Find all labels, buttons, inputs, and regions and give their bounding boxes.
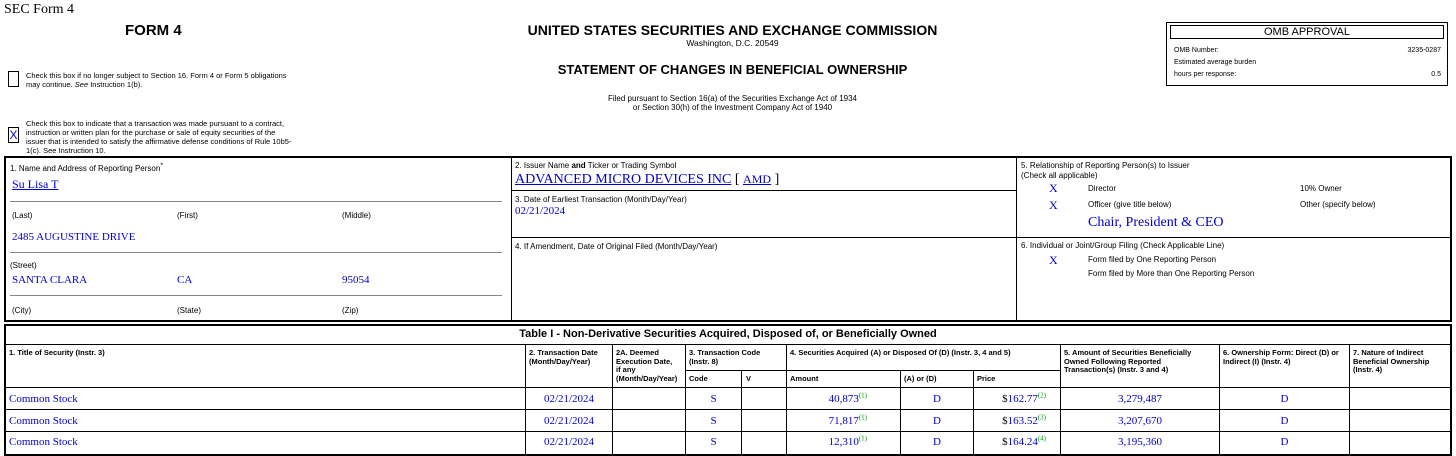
- row1-amount-footnote: (1): [858, 391, 867, 400]
- section16-line-2-pre: may continue.: [26, 80, 75, 89]
- filed-line-1: Filed pursuant to Section 16(a) of the Securities Exchange Act of 1934: [607, 94, 858, 103]
- ticker-link[interactable]: AMD: [743, 172, 772, 186]
- row2-ad: D: [933, 415, 941, 427]
- ten-percent-owner-label: 10% Owner: [1300, 184, 1342, 193]
- rule-line-3: issuer that is intended to satisfy the affirmative defense conditions of Rule 10b5-: [26, 137, 292, 146]
- divider-5: [1017, 237, 1450, 238]
- col5-header-line-3: Transaction(s) (Instr. 3 and 4): [1064, 365, 1169, 374]
- row1-owned: 3,279,487: [1118, 393, 1162, 405]
- rule-line-4: 1(c). See Instruction 10.: [26, 146, 106, 155]
- row2-form: D: [1280, 415, 1289, 427]
- col3-header-line-2: (Instr. 8): [689, 356, 719, 366]
- row2-price-footnote: (3): [1037, 413, 1046, 422]
- col2-header-line-2: (Month/Day/Year): [529, 356, 591, 366]
- omb-approval-box: [1166, 22, 1448, 86]
- omb-burden-label-1: Estimated average burden: [1174, 59, 1257, 66]
- row3-price-dollar: $: [1002, 436, 1008, 448]
- row3-amount: [787, 435, 867, 449]
- row1-price: [974, 392, 1046, 406]
- row3-price: [974, 435, 1046, 449]
- divider-4: [512, 237, 1016, 238]
- officer-mark: X: [1049, 198, 1058, 212]
- issuer-line: [515, 171, 779, 188]
- sec-form-label: SEC Form 4: [4, 2, 75, 17]
- reporting-person-name-link[interactable]: Su Lisa T: [12, 177, 59, 191]
- section16-text: [26, 71, 287, 89]
- omb-number-label: OMB Number:: [1174, 47, 1219, 54]
- rule-line-2: instruction or written plan for the purchase or sale of equity securities of the: [26, 128, 276, 137]
- col-line-2: [612, 345, 613, 455]
- col3-header-line-1: 3. Transaction Code: [689, 348, 761, 357]
- row2-code: S: [710, 415, 717, 427]
- ticker-bracket-open: [: [734, 172, 740, 187]
- section16-line-2-post: Instruction 1(b).: [88, 80, 143, 89]
- box2-label: [515, 161, 676, 171]
- row3-title: Common Stock: [9, 436, 78, 448]
- col7-header-line-2: Beneficial Ownership: [1353, 356, 1430, 366]
- box6-label: 6. Individual or Joint/Group Filing (Check Applicable Line): [1021, 241, 1225, 250]
- divider-3: [512, 190, 1016, 191]
- city-value: SANTA CLARA: [12, 274, 88, 286]
- street-label: (Street): [10, 261, 37, 270]
- row2-price-value: 163.52: [1007, 415, 1038, 427]
- col2-header-line-1: 2. Transaction Date: [529, 348, 598, 357]
- col2a-header-line-2: Execution Date,: [616, 356, 673, 366]
- row2-title: Common Stock: [9, 415, 78, 427]
- row2-amount-footnote: (1): [858, 413, 867, 422]
- director-mark: X: [1049, 181, 1058, 195]
- col7-header-line-1: 7. Nature of Indirect: [1353, 348, 1424, 357]
- section16-line-2: [26, 80, 287, 89]
- row1-price-footnote: (2): [1037, 391, 1046, 400]
- row1-code: S: [710, 393, 717, 405]
- col2a-header-line-3: if any: [616, 365, 636, 374]
- row3-ad: D: [933, 436, 941, 448]
- one-reporting-mark: X: [1049, 253, 1058, 267]
- col5-header-line-2: Owned Following Reported: [1064, 356, 1162, 366]
- city-line: [10, 295, 502, 296]
- city-label: (City): [12, 306, 32, 315]
- form-title: FORM 4: [125, 22, 182, 39]
- col-line-3b: [741, 370, 742, 455]
- row1-date: 02/21/2024: [543, 393, 595, 405]
- one-reporting-label: Form filed by One Reporting Person: [1088, 255, 1217, 264]
- table1-title: Table I - Non-Derivative Securities Acquired, Disposed of, or Beneficially Owned: [519, 328, 937, 340]
- col4-ad-header: (A) or (D): [904, 374, 937, 383]
- row3-price-footnote: (4): [1037, 434, 1046, 443]
- divider-2: [1016, 157, 1017, 321]
- divider-1: [511, 157, 512, 321]
- box5-label: [1021, 161, 1190, 181]
- row1-price-value: 162.77: [1007, 393, 1038, 405]
- omb-burden-label-2: hours per response:: [1174, 71, 1237, 78]
- ticker-bracket-close: ]: [774, 172, 780, 187]
- box2-label-pre: 2. Issuer Name: [515, 161, 572, 170]
- row3-form: D: [1280, 436, 1289, 448]
- rule-10b5-text: [26, 119, 291, 155]
- col3-code-header: Code: [689, 374, 708, 383]
- section16-checkbox[interactable]: [8, 71, 19, 87]
- box1-label-text: 1. Name and Address of Reporting Person: [10, 164, 161, 173]
- row3-amount-value: 12,310: [828, 436, 859, 448]
- col3-header: [689, 349, 760, 366]
- earliest-transaction-date: 02/21/2024: [515, 205, 566, 217]
- subheader-line: [686, 370, 1060, 371]
- zip-value: 95054: [342, 274, 370, 286]
- col2a-header: [616, 349, 677, 383]
- box4-label: 4. If Amendment, Date of Original Filed (Month/Day/Year): [515, 242, 718, 251]
- section16-line-1: Check this box if no longer subject to Section 16. Form 4 or Form 5 obligations: [26, 71, 287, 80]
- col5-header: [1064, 349, 1191, 375]
- zip-label: (Zip): [342, 306, 359, 315]
- col6-header: [1223, 349, 1339, 366]
- row3-amount-footnote: (1): [858, 434, 867, 443]
- state-label: (State): [177, 306, 202, 315]
- agency-title: UNITED STATES SECURITIES AND EXCHANGE COMMISSION: [527, 22, 938, 38]
- row2-owned: 3,207,670: [1118, 415, 1162, 427]
- issuer-name-link[interactable]: ADVANCED MICRO DEVICES INC: [515, 172, 732, 187]
- row-line-1: [5, 409, 1451, 410]
- row1-ad: D: [933, 393, 941, 405]
- street-line: [10, 252, 502, 253]
- col6-header-line-2: Indirect (I) (Instr. 4): [1223, 356, 1291, 366]
- omb-title: OMB APPROVAL: [1170, 25, 1444, 39]
- rule-line-1: Check this box to indicate that a transaction was made pursuant to a contract,: [26, 119, 285, 128]
- row3-date: 02/21/2024: [543, 436, 595, 448]
- col7-header-line-3: (Instr. 4): [1353, 365, 1383, 374]
- name-line: [10, 201, 502, 202]
- more-reporting-label: Form filed by More than One Reporting Person: [1088, 269, 1255, 278]
- first-label: (First): [177, 211, 198, 220]
- row1-price-dollar: $: [1002, 393, 1008, 405]
- box5-label-line-2: (Check all applicable): [1021, 171, 1098, 180]
- col5-header-line-1: 5. Amount of Securities Beneficially: [1064, 348, 1192, 357]
- row2-date: 02/21/2024: [543, 415, 595, 427]
- row1-title: Common Stock: [9, 393, 78, 405]
- officer-title-value: Chair, President & CEO: [1088, 215, 1224, 230]
- row3-price-value: 164.24: [1007, 436, 1038, 448]
- row1-form: D: [1280, 393, 1289, 405]
- row1-amount: [787, 392, 867, 406]
- box1-label: [10, 164, 163, 174]
- street-value: 2485 AUGUSTINE DRIVE: [12, 231, 136, 243]
- col7-header: [1353, 349, 1429, 375]
- director-label: Director: [1088, 184, 1117, 193]
- row2-price: [974, 414, 1046, 428]
- middle-label: (Middle): [342, 211, 371, 220]
- rule-10b5-checkbox[interactable]: X: [9, 128, 18, 142]
- col4-amount-header: Amount: [790, 374, 819, 383]
- col2a-header-line-4: (Month/Day/Year): [616, 373, 678, 383]
- other-label: Other (specify below): [1300, 200, 1376, 209]
- col1-header: 1. Title of Security (Instr. 3): [9, 348, 105, 357]
- filed-line-2: or Section 30(h) of the Investment Company Act of 1940: [632, 103, 833, 112]
- officer-label: Officer (give title below): [1088, 200, 1172, 209]
- agency-city: Washington, D.C. 20549: [686, 38, 779, 48]
- row2-price-dollar: $: [1002, 415, 1008, 427]
- col2-header: [529, 349, 598, 366]
- box3-label: 3. Date of Earliest Transaction (Month/Day/Year): [515, 195, 687, 204]
- box2-label-and: and: [571, 161, 586, 170]
- row-line-2: [5, 431, 1451, 432]
- col2a-header-line-1: 2A. Deemed: [616, 348, 659, 357]
- col4-header: 4. Securities Acquired (A) or Disposed Of (D) (Instr. 3, 4 and 5): [790, 348, 1011, 357]
- omb-number-value: 3235-0287: [1407, 47, 1441, 54]
- box5-label-line-1: 5. Relationship of Reporting Person(s) to Issuer: [1021, 161, 1190, 170]
- row1-amount-value: 40,873: [828, 393, 859, 405]
- table1-title-line: [5, 344, 1451, 345]
- section16-see: See: [74, 80, 89, 89]
- header-bottom-line: [5, 387, 1451, 388]
- col4-price-header: Price: [977, 374, 996, 383]
- row3-owned: 3,195,360: [1118, 436, 1162, 448]
- last-label: (Last): [12, 211, 33, 220]
- col3-v-header: V: [746, 374, 752, 383]
- row3-code: S: [710, 436, 717, 448]
- filed-pursuant-text: [480, 94, 985, 112]
- col6-header-line-1: 6. Ownership Form: Direct (D) or: [1223, 348, 1339, 357]
- box2-label-post: Ticker or Trading Symbol: [585, 161, 677, 170]
- omb-burden-value: 0.5: [1431, 71, 1441, 78]
- statement-title: STATEMENT OF CHANGES IN BENEFICIAL OWNERSHIP: [557, 62, 908, 77]
- state-value: CA: [177, 274, 193, 286]
- row2-amount-value: 71,817: [828, 415, 859, 427]
- box1-label-mark: *: [160, 162, 164, 170]
- col-line-7: [1349, 345, 1350, 455]
- row2-amount: [787, 414, 867, 428]
